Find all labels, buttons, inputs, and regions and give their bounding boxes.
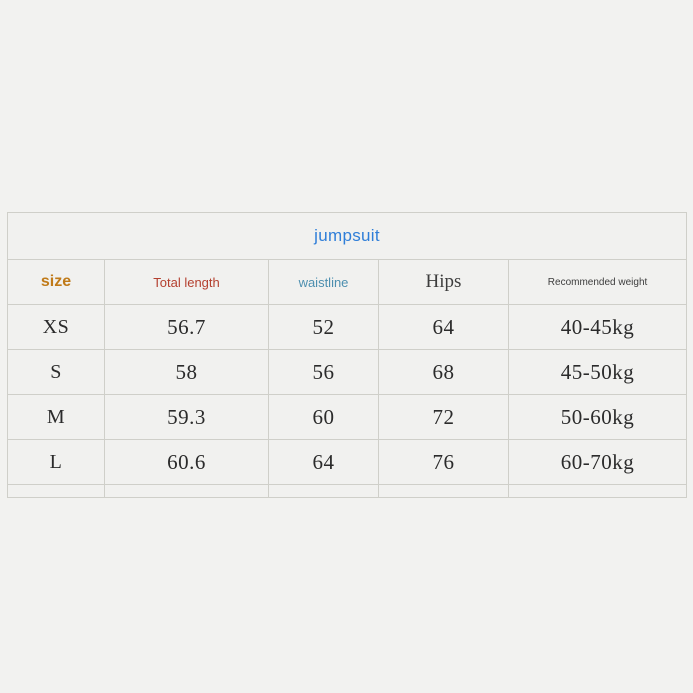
table-row (8, 350, 687, 395)
cell-hips: 76 (379, 440, 509, 485)
table-header-row (8, 260, 687, 305)
cell-waistline: 60 (269, 395, 379, 440)
cell-total-length: 60.6 (105, 440, 269, 485)
spacer-cell (379, 485, 509, 498)
table-row (8, 305, 687, 350)
cell-waistline: 64 (269, 440, 379, 485)
cell-total-length: 56.7 (105, 305, 269, 350)
table-row (8, 395, 687, 440)
spacer-cell (8, 485, 105, 498)
cell-hips: 68 (379, 350, 509, 395)
cell-total-length: 58 (105, 350, 269, 395)
column-header-recommended-weight: Recommended weight (509, 260, 687, 305)
size-chart-table (7, 212, 687, 498)
spacer-cell (509, 485, 687, 498)
cell-size: M (8, 395, 105, 440)
column-header-size: size (8, 260, 105, 305)
cell-recommended-weight: 45-50kg (509, 350, 687, 395)
cell-waistline: 56 (269, 350, 379, 395)
cell-recommended-weight: 40-45kg (509, 305, 687, 350)
cell-hips: 72 (379, 395, 509, 440)
table-title-row (8, 213, 687, 260)
column-header-waistline: waistline (269, 260, 379, 305)
cell-recommended-weight: 50-60kg (509, 395, 687, 440)
cell-size: L (8, 440, 105, 485)
cell-recommended-weight: 60-70kg (509, 440, 687, 485)
size-chart-container (7, 212, 686, 498)
cell-size: S (8, 350, 105, 395)
chart-title: jumpsuit (8, 213, 687, 260)
spacer-cell (269, 485, 379, 498)
cell-size: XS (8, 305, 105, 350)
cell-hips: 64 (379, 305, 509, 350)
column-header-total-length: Total length (105, 260, 269, 305)
table-bottom-spacer (8, 485, 687, 498)
cell-total-length: 59.3 (105, 395, 269, 440)
column-header-hips: Hips (379, 260, 509, 305)
table-row (8, 440, 687, 485)
cell-waistline: 52 (269, 305, 379, 350)
spacer-cell (105, 485, 269, 498)
